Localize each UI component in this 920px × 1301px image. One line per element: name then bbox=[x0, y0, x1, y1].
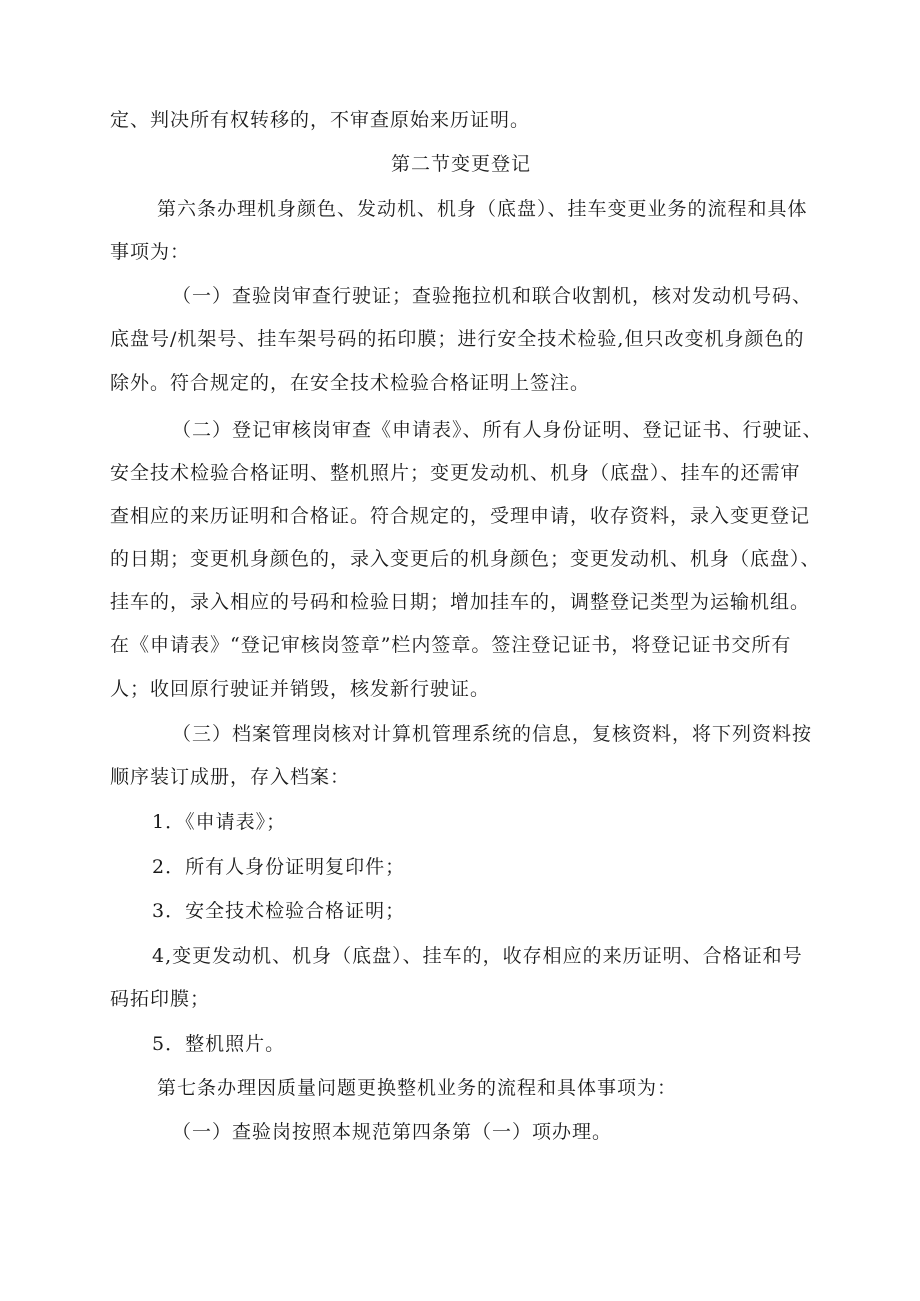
text-line: 底盘号/机架号、挂车架号码的拓印膜；进行安全技术检验,但只改变机身颜色的 bbox=[110, 328, 805, 350]
text-line: 人；收回原行驶证并销毁，核发新行驶证。 bbox=[110, 678, 491, 700]
text-line: （三）档案管理岗核对计算机管理系统的信息，复核资料，将下列资料按 bbox=[172, 723, 813, 745]
text-line: （一）查验岗按照本规范第四条第（一）项办理。 bbox=[172, 1121, 613, 1143]
text-line: 码拓印膜； bbox=[110, 988, 211, 1010]
list-item: 2．所有人身份证明复印件； bbox=[152, 856, 406, 878]
text-line: 顺序装订成册，存入档案： bbox=[110, 766, 351, 788]
text-line: 在《申请表》“登记审核岗签章”栏内签章。签注登记证书，将登记证书交所有 bbox=[110, 634, 792, 656]
text-line: （一）查验岗审查行驶证；查验拖拉机和联合收割机，核对发动机号码、 bbox=[172, 285, 813, 307]
text-line: 挂车的，录入相应的号码和检验日期；增加挂车的，调整登记类型为运输机组。 bbox=[110, 591, 811, 613]
section-heading: 第二节变更登记 bbox=[391, 153, 532, 175]
text-line: 事项为： bbox=[110, 241, 191, 263]
text-line: 第六条办理机身颜色、发动机、机身（底盘）、挂车变更业务的流程和具体 bbox=[157, 198, 808, 220]
text-line: 第七条办理因质量问题更换整机业务的流程和具体事项为： bbox=[157, 1077, 678, 1099]
list-item: 3．安全技术检验合格证明； bbox=[152, 900, 406, 922]
text-line: 定、判决所有权转移的，不审查原始来历证明。 bbox=[110, 109, 531, 131]
list-item: 4,变更发动机、机身（底盘）、挂车的，收存相应的来历证明、合格证和号 bbox=[152, 945, 803, 967]
text-line: 安全技术检验合格证明、整机照片；变更发动机、机身（底盘）、挂车的还需审 bbox=[110, 462, 801, 484]
list-item: 1．《申请表》； bbox=[152, 811, 287, 833]
text-line: 除外。符合规定的，在安全技术检验合格证明上签注。 bbox=[110, 372, 591, 394]
text-line: （二）登记审核岗审查《申请表》、所有人身份证明、登记证书、行驶证、 bbox=[172, 419, 823, 441]
list-item: 5．整机照片。 bbox=[152, 1033, 286, 1055]
text-line: 查相应的来历证明和合格证。符合规定的，受理申请，收存资料，录入变更登记 bbox=[110, 505, 811, 527]
text-line: 的日期；变更机身颜色的，录入变更后的机身颜色；变更发动机、机身（底盘）、 bbox=[110, 548, 821, 570]
